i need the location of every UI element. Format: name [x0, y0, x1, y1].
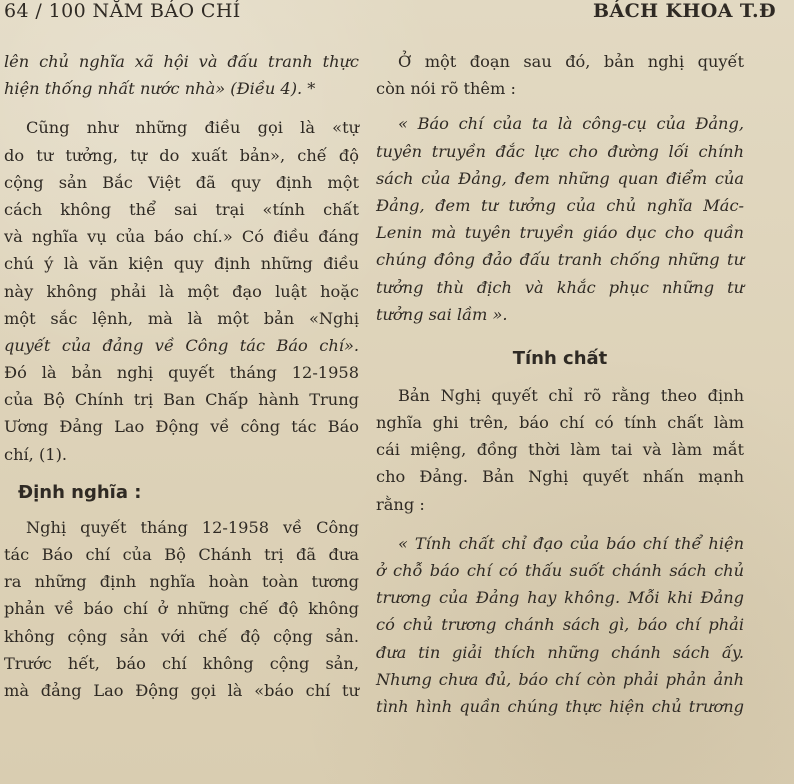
left-column — [4, 48, 359, 704]
quote-line: Đảng, đem tư tưởng của chủ nghĩa Mác- — [376, 195, 744, 215]
text-line: tác Báo chí của Bộ Chánh trị đã đưa — [4, 545, 359, 564]
running-header-right: BÁCH KHOA T.Đ — [593, 0, 776, 22]
text-line: Nghị quyết tháng 12-1958 về Công — [26, 517, 359, 537]
text-line: cái miệng, đồng thời làm tai và làm mắt — [376, 440, 744, 460]
text-line: chú ý là văn kiện quy định những điều — [4, 254, 359, 274]
section-heading-dinh-nghia: Định nghĩa : — [18, 481, 142, 503]
text-line: hiện thống nhất nước nhà» (Điều 4). * — [4, 79, 316, 99]
text-line: Trước hết, báo chí không cộng sản, — [4, 653, 359, 673]
text-line: Ở một đoạn sau đó, bản nghị quyết — [398, 52, 744, 71]
text-line: Bản Nghị quyết chỉ rõ rằng theo định — [398, 385, 744, 405]
quote-line: có chủ trương chánh sách gì, báo chí phải — [376, 615, 744, 635]
quote-line: tình hình quần chúng thực hiện chủ trương — [376, 696, 744, 716]
text-line: không cộng sản với chế độ cộng sản. — [4, 626, 359, 646]
text-line: cách không thể sai trại «tính chất — [4, 199, 359, 219]
text-line: ra những định nghĩa hoàn toàn tương — [4, 572, 359, 592]
quote-line: ở chỗ báo chí có thấu suốt chánh sách chủ — [376, 561, 744, 580]
text-line: chí, (1). — [4, 444, 68, 464]
quote-line: « Tính chất chỉ đạo của báo chí thể hiện — [398, 533, 744, 553]
text-line: này không phải là một đạo luật hoặc — [4, 281, 359, 301]
running-header-left: 64 / 100 NĂM BÁO CHÍ — [4, 0, 241, 22]
quote-line: « Báo chí của ta là công-cụ của Đảng, — [398, 114, 744, 134]
text-line: rằng : — [376, 494, 425, 514]
text-line: do tư tưởng, tự do xuất bản», chế độ — [4, 145, 359, 165]
right-column — [376, 48, 744, 720]
text-line: cộng sản Bắc Việt đã quy định một — [4, 172, 359, 192]
text-line: mà đảng Lao Động gọi là «báo chí tư — [4, 680, 359, 700]
quote-line: Lenin mà tuyên truyền giáo dục cho quần — [376, 223, 744, 243]
section-heading-tinh-chat: Tính chất — [512, 347, 608, 369]
text-line: phản về báo chí ở những chế độ không — [4, 599, 359, 619]
text-line: của Bộ Chính trị Ban Chấp hành Trung — [4, 390, 359, 410]
text-line: quyết của đảng về Công tác Báo chí». — [4, 335, 359, 355]
text-line: nghĩa ghi trên, báo chí có tính chất làm — [376, 413, 744, 433]
text-line: và nghĩa vụ của báo chí.» Có điều đáng — [4, 227, 359, 247]
text-line: một sắc lệnh, mà là một bản «Nghị — [4, 308, 359, 328]
quote-line: sách của Đảng, đem những quan điểm của — [376, 168, 744, 188]
text-line: cho Đảng. Bản Nghị quyết nhấn mạnh — [376, 467, 744, 487]
text-line: còn nói rõ thêm : — [376, 79, 516, 99]
quote-line: tưởng sai lầm ». — [376, 304, 508, 324]
quote-line: tưởng thù địch và khắc phục những tư — [376, 277, 744, 297]
text-line: lên chủ nghĩa xã hội và đấu tranh thực — [4, 52, 359, 71]
quote-line: đưa tin giải thích những chánh sách ấy. — [376, 642, 744, 662]
quote-line: Nhưng chưa đủ, báo chí còn phải phản ảnh — [376, 669, 744, 689]
text-line: Đó là bản nghị quyết tháng 12-1958 — [4, 363, 359, 383]
quote-line: chúng đông đảo đấu tranh chống những tư — [376, 250, 744, 270]
quote-line: tuyên truyền đắc lực cho đường lối chính — [376, 141, 744, 161]
text-line: Cũng như những điều gọi là «tự — [26, 118, 359, 138]
quote-line: trương của Đảng hay không. Mỗi khi Đảng — [376, 588, 744, 608]
text-line: Ương Đảng Lao Động về công tác Báo — [4, 417, 359, 437]
